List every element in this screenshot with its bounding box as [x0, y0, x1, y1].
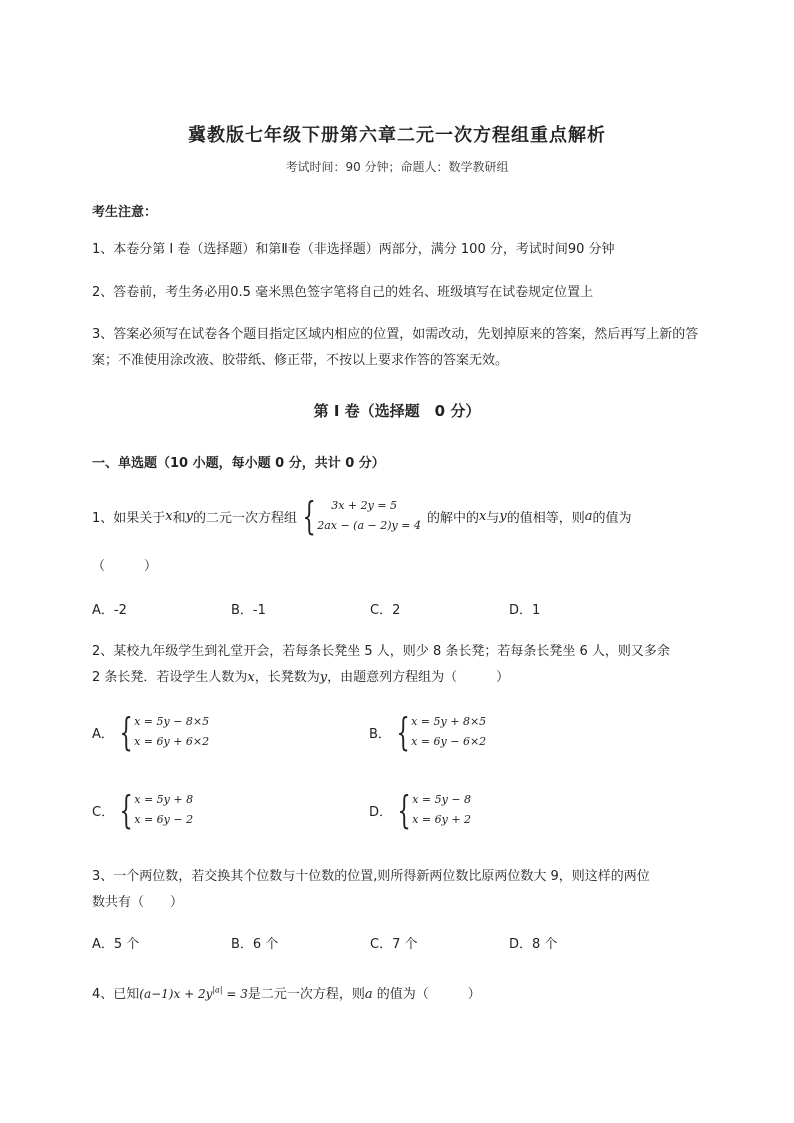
- q1-var-x: x: [165, 508, 173, 524]
- q2-d-eq1: x = 5y − 8: [412, 793, 472, 806]
- q3-line-1: 3、一个两位数，若交换其个位数与十位数的位置,则所得新两位数比原两位数大 9，则这样的两位: [92, 869, 650, 884]
- notice-item-2: 2、答卷前，考生务必用0.5 毫米黑色签字笔将自己的姓名、班级填写在试卷规定位置上: [92, 285, 594, 300]
- section-title: 第 I 卷（选择题 0 分）: [313, 402, 481, 420]
- q3-option-a: A．5 个: [92, 937, 140, 952]
- q1-var-a: a: [584, 508, 593, 524]
- q2-option-b-label: B．: [369, 726, 391, 742]
- question-4: [92, 983, 481, 1002]
- q2-option-c-label: C．: [92, 804, 115, 820]
- q2-option-d-label: D．: [369, 804, 393, 820]
- q4-text-end: 的值为（ ）: [372, 987, 481, 1002]
- part-heading: 一、单选题（10 小题，每小题 0 分，共计 0 分）: [92, 456, 385, 471]
- q2-text-c: ，由题意列方程组为（ ）: [327, 670, 510, 685]
- q1-option-a: A．-2: [92, 603, 127, 618]
- brace-icon: {: [119, 710, 133, 754]
- q4-var-a: a: [364, 987, 373, 1002]
- q2-text-b: ，长凳数为: [254, 670, 320, 685]
- q1-option-c: C．2: [370, 603, 401, 618]
- q1-option-d: D．1: [509, 603, 541, 618]
- q2-var-y: y: [319, 670, 328, 685]
- q1-option-b: B．-1: [231, 603, 266, 618]
- q1-text-and: 和: [172, 510, 186, 526]
- q2-b-eq1: x = 5y + 8×5: [411, 715, 487, 728]
- q1-equation-system: [297, 496, 421, 536]
- q2-var-x: x: [247, 670, 255, 685]
- q1-text-mid: 的二元一次方程组: [193, 510, 298, 526]
- notice-item-3: 3、答案必须写在试卷各个题目指定区域内相应的位置，如需改动，先划掉原来的答案，然后再写上新的答案；不准使用涂改液、胶带纸、修正带，不按以上要求作答的答案无效。: [92, 327, 699, 368]
- q2-d-eq2: x = 6y + 2: [412, 813, 472, 826]
- q4-text-prefix: 4、已知: [92, 987, 140, 1002]
- q3-line-2: 数共有（ ）: [92, 895, 184, 910]
- q2-option-a: [92, 712, 209, 752]
- q1-text-end: 的值为: [592, 510, 632, 526]
- brace-icon: {: [396, 710, 410, 754]
- q1-var-y: y: [185, 508, 193, 524]
- q1-text-after: 的解中的: [426, 510, 479, 526]
- document-title: 冀教版七年级下册第六章二元一次方程组重点解析: [188, 125, 606, 146]
- q2-line-2: [92, 666, 509, 685]
- q1-text-equal: 的值相等，则: [506, 510, 585, 526]
- q2-option-c: [92, 790, 193, 830]
- q4-text-mid: 是二元一次方程，则: [247, 987, 365, 1002]
- exam-info: 考试时间：90 分钟；命题人：数学教研组: [285, 160, 509, 174]
- q2-text-a: 2 条长凳．若设学生人数为: [92, 670, 248, 685]
- q1-eq1: 3x + 2y = 5: [331, 499, 398, 512]
- q3-option-b: B．6 个: [231, 937, 279, 952]
- brace-icon: {: [119, 788, 133, 832]
- q2-c-eq1: x = 5y + 8: [134, 793, 194, 806]
- q3-option-d: D．8 个: [509, 937, 558, 952]
- notice-item-1: 1、本卷分第 I 卷（选择题）和第Ⅱ卷（非选择题）两部分，满分 100 分，考试时间90 分钟: [92, 242, 615, 257]
- q1-var-x2: x: [478, 508, 487, 524]
- question-1: [92, 496, 631, 536]
- q1-answer-blank: （ ）: [92, 559, 158, 574]
- notice-heading: 考生注意：: [92, 205, 158, 220]
- q2-option-d: [369, 790, 471, 830]
- q4-expression-end: = 3: [222, 987, 248, 1001]
- q2-c-eq2: x = 6y − 2: [134, 813, 194, 826]
- brace-icon: {: [397, 788, 411, 832]
- q2-a-eq2: x = 6y + 6×2: [134, 735, 210, 748]
- q2-line-1: 2、某校九年级学生到礼堂开会，若每条长凳坐 5 人，则少 8 条长凳；若每条长凳坐 6 人，则又多余: [92, 644, 670, 659]
- q3-option-c: C．7 个: [370, 937, 418, 952]
- q2-option-a-label: A．: [92, 726, 114, 742]
- q1-text-with: 与: [486, 510, 500, 526]
- q2-b-eq2: x = 6y − 6×2: [411, 735, 487, 748]
- q2-a-eq1: x = 5y − 8×5: [134, 715, 210, 728]
- q2-option-b: [369, 712, 486, 752]
- q1-var-y2: y: [499, 508, 507, 524]
- q4-expression: (a−1)x + 2y: [139, 987, 213, 1001]
- q4-exponent: |a|: [212, 985, 223, 995]
- brace-icon: {: [302, 494, 316, 538]
- q1-text-prefix: 1、如果关于: [92, 510, 166, 526]
- q1-eq2: 2ax − (a − 2)y = 4: [317, 519, 421, 532]
